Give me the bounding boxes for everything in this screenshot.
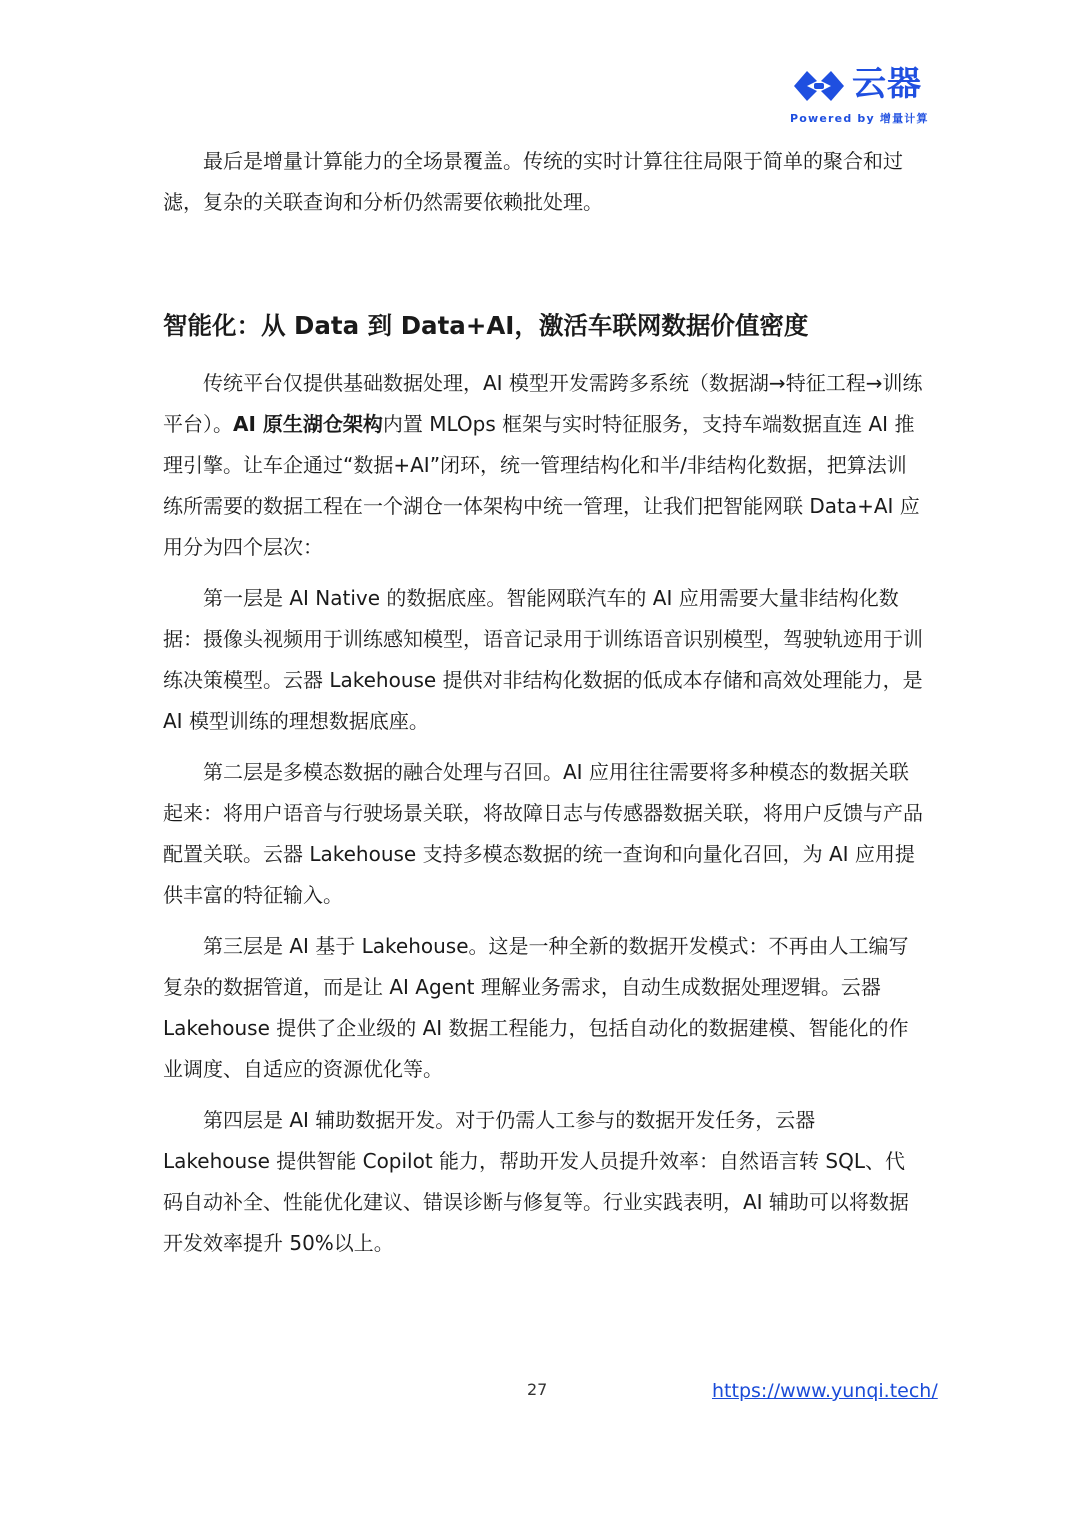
paragraph-text: 内置 MLOps 框架与实时特征服务，支持车端数据直连 AI 推理引擎。让车企通过“数据+AI”闭环，统一管理结构化和半/非结构化数据，把算法训练所需要的数据工程在一个湖仓一体架构中统一管理，让我们把智能网联 Data+AI 应用分为四个层次： xyxy=(163,412,920,559)
paragraph-layer-2: 第二层是多模态数据的融合处理与召回。AI 应用往往需要将多种模态的数据关联起来：将用户语音与行驶场景关联，将故障日志与传感器数据关联，将用户反馈与产品配置关联。云器 Lakehouse 支持多模态数据的统一查询和向量化召回，为 AI 应用提供丰富的特征输入。 xyxy=(163,760,923,907)
logo-text: 云器 xyxy=(852,64,922,104)
main-section xyxy=(163,306,923,346)
paragraph-layer-3: 第三层是 AI 基于 Lakehouse。这是一种全新的数据开发模式：不再由人工编写复杂的数据管道，而是让 AI Agent 理解业务需求，自动生成数据处理逻辑。云器 Lakehouse 提供了企业级的 AI 数据工程能力，包括自动化的数据建模、智能化的作业调度、自适应的资源优化等。 xyxy=(163,934,909,1081)
paragraph-layer-4: 第四层是 AI 辅助数据开发。对于仍需人工参与的数据开发任务，云器 Lakehouse 提供智能 Copilot 能力，帮助开发人员提升效率：自然语言转 SQL、代码自动补全、性能优化建议、错误诊断与修复等。行业实践表明，AI 辅助可以将数据开发效率提升 50%以上。 xyxy=(163,1108,909,1255)
paragraph-text: 传统平台仅提供基础数据处理，AI 模型开发需跨多系统（数据湖→特征工程→训练平台）。 xyxy=(163,371,923,436)
brand-logo xyxy=(790,62,929,128)
yunqi-logo-icon xyxy=(790,66,848,106)
intro-section xyxy=(163,141,923,223)
logo-tagline: Powered by 增量计算 xyxy=(790,112,929,125)
page-number: 27 xyxy=(527,1380,548,1399)
section-heading: 智能化：从 Data 到 Data+AI，激活车联网数据价值密度 xyxy=(163,311,809,340)
website-link[interactable]: https://www.yunqi.tech/ xyxy=(712,1380,938,1402)
paragraph-layer-1: 第一层是 AI Native 的数据底座。智能网联汽车的 AI 应用需要大量非结构化数据：摄像头视频用于训练感知模型，语音记录用于训练语音识别模型，驾驶轨迹用于训练决策模型。云器 Lakehouse 提供对非结构化数据的低成本存储和高效处理能力，是 AI 模型训练的理想数据底座。 xyxy=(163,586,923,733)
paragraph-intro-layers xyxy=(163,363,923,568)
body-section xyxy=(163,363,923,1264)
paragraph-incremental: 最后是增量计算能力的全场景覆盖。传统的实时计算往往局限于简单的聚合和过滤，复杂的关联查询和分析仍然需要依赖批处理。 xyxy=(163,149,903,214)
bold-term: AI 原生湖仓架构 xyxy=(233,412,383,436)
